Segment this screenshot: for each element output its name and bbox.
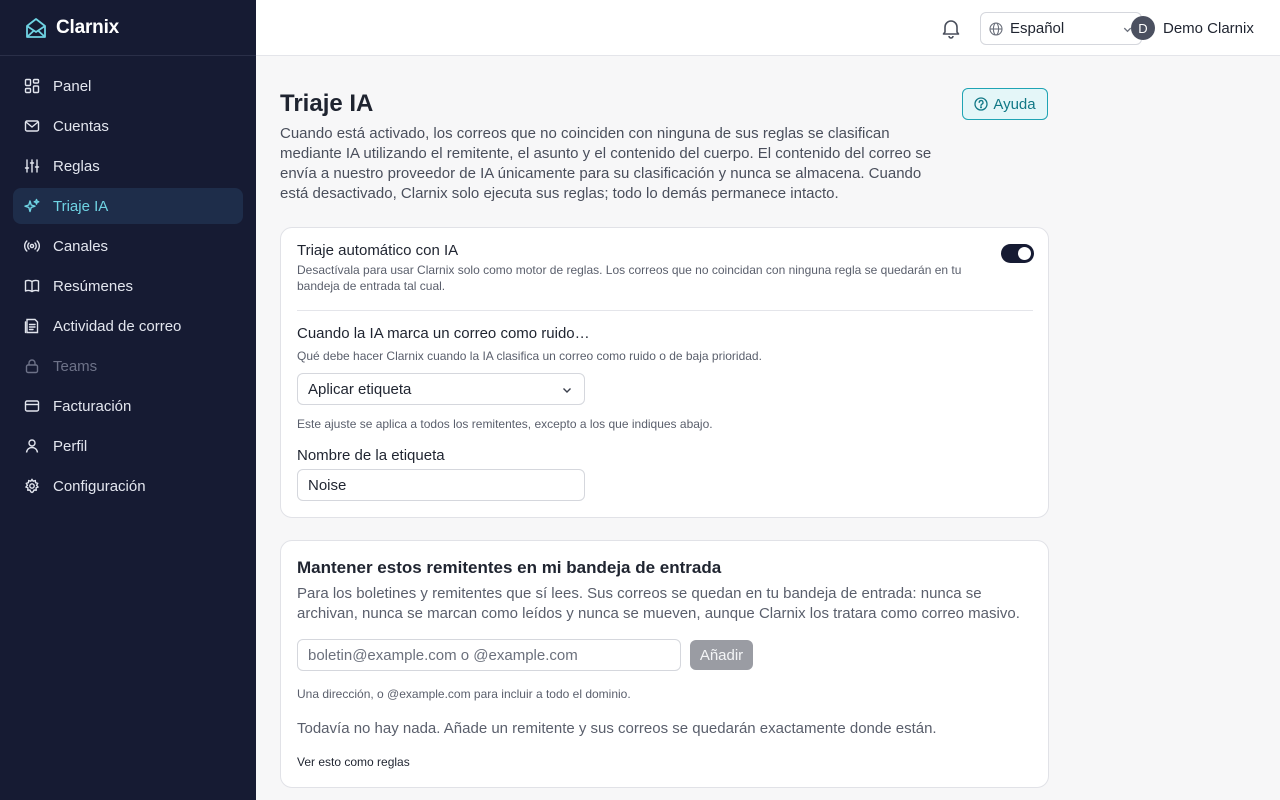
chevron-down-icon	[561, 384, 573, 396]
add-sender-button[interactable]: Añadir	[690, 640, 753, 670]
gear-icon	[24, 478, 40, 494]
sidebar-item-label: Perfil	[53, 437, 88, 455]
sidebar-item-label: Triaje IA	[53, 197, 109, 215]
sidebar-item-label: Actividad de correo	[53, 317, 182, 335]
sidebar-item-cuentas[interactable]	[13, 108, 243, 144]
sparkles-icon	[24, 198, 40, 214]
toggle-knob	[1018, 247, 1031, 260]
sidebar-item-facturacion[interactable]	[13, 388, 243, 424]
keep-senders-desc: Para los boletines y remitentes que sí lees. Sus correos se quedan en tu bandeja de entrada: nunca se archivan, nunca se marcan como leídos y nunca se mueven, aunque Clarnix los tratara como correo masivo.	[297, 585, 1020, 622]
auto-triage-desc: Desactívala para usar Clarnix solo como motor de reglas. Los correos que no coincidan con ninguna regla se quedarán en tu bandeja de entrada tal cual.	[297, 263, 962, 293]
sidebar-item-label: Canales	[53, 237, 109, 255]
sidebar-item-canales[interactable]	[13, 228, 243, 264]
sidebar	[0, 0, 256, 800]
noise-action-value: Aplicar etiqueta	[308, 380, 412, 398]
sidebar-item-resumenes[interactable]	[13, 268, 243, 304]
sidebar-item-triaje-ia[interactable]	[13, 188, 243, 224]
sidebar-item-reglas[interactable]	[13, 148, 243, 184]
sender-input[interactable]: boletin@example.com o @example.com	[297, 639, 681, 671]
sidebar-item-configuracion[interactable]	[13, 468, 243, 504]
divider	[297, 310, 1033, 311]
sidebar-item-teams	[13, 348, 243, 384]
sidebar-item-label: Cuentas	[53, 117, 109, 135]
globe-icon	[989, 22, 1003, 36]
dashboard-icon	[24, 78, 40, 94]
sidebar-item-label: Configuración	[53, 477, 146, 495]
language-select[interactable]	[980, 12, 1142, 45]
language-value: Español	[1010, 20, 1065, 37]
view-as-rules-link[interactable]: Ver esto como reglas	[297, 755, 410, 769]
lock-icon	[24, 358, 40, 374]
label-name-title: Nombre de la etiqueta	[297, 447, 445, 464]
sidebar-item-label: Facturación	[53, 397, 132, 415]
help-label: Ayuda	[993, 95, 1036, 113]
activity-log-icon	[24, 318, 40, 334]
user-icon	[24, 438, 40, 454]
sidebar-item-perfil[interactable]	[13, 428, 243, 464]
auto-triage-title: Triaje automático con IA	[297, 242, 459, 259]
keep-senders-card	[280, 540, 1049, 788]
page-title: Triaje IA	[280, 90, 374, 117]
help-button[interactable]	[962, 88, 1048, 120]
book-icon	[24, 278, 40, 294]
brand[interactable]	[0, 0, 256, 56]
brand-name: Clarnix	[56, 16, 120, 38]
sidebar-item-actividad-de-correo[interactable]	[13, 308, 243, 344]
page-intro: Cuando está activado, los correos que no coinciden con ninguna de sus reglas se clasifican mediante IA utilizando el remitente, el asunto y el contenido del cuerpo. El contenido del correo se envía a nuestro proveedor de IA únicamente para su clasificación y nunca se almacena. Cuando está desactivado, Clarnix solo ejecuta sus reglas; todo lo demás permanece intacto.	[280, 125, 932, 202]
sidebar-nav	[0, 56, 256, 520]
sidebar-item-label: Resúmenes	[53, 277, 134, 295]
noise-action-select[interactable]	[297, 373, 585, 405]
sidebar-item-label: Reglas	[53, 157, 100, 175]
user-menu[interactable]	[1131, 16, 1254, 40]
ai-triage-card	[280, 227, 1049, 518]
noise-action-desc: Qué debe hacer Clarnix cuando la IA clasifica un correo como ruido o de baja prioridad.	[297, 349, 762, 363]
label-name-input[interactable]: Noise	[297, 469, 585, 501]
sliders-icon	[24, 158, 40, 174]
empty-state-text: Todavía no hay nada. Añade un remitente y sus correos se quedarán exactamente donde están.	[297, 720, 937, 737]
keep-senders-title: Mantener estos remitentes en mi bandeja de entrada	[297, 558, 722, 577]
top-header	[256, 0, 1280, 56]
avatar: D	[1131, 16, 1155, 40]
bell-icon[interactable]	[940, 17, 962, 39]
sidebar-item-label: Panel	[53, 77, 92, 95]
user-name: Demo Clarnix	[1163, 19, 1254, 37]
noise-action-title: Cuando la IA marca un correo como ruido…	[297, 325, 590, 342]
sidebar-item-label: Teams	[53, 357, 98, 375]
sender-input-hint: Una dirección, o @example.com para incluir a todo el dominio.	[297, 687, 631, 701]
help-circle-icon	[974, 97, 988, 111]
action-scope-note: Este ajuste se aplica a todos los remitentes, excepto a los que indiques abajo.	[297, 417, 713, 431]
credit-card-icon	[24, 398, 40, 414]
clarnix-logo-icon	[24, 16, 48, 40]
mail-icon	[24, 118, 40, 134]
radio-icon	[24, 238, 40, 254]
auto-triage-toggle[interactable]	[1001, 244, 1034, 263]
sidebar-item-panel[interactable]	[13, 68, 243, 104]
